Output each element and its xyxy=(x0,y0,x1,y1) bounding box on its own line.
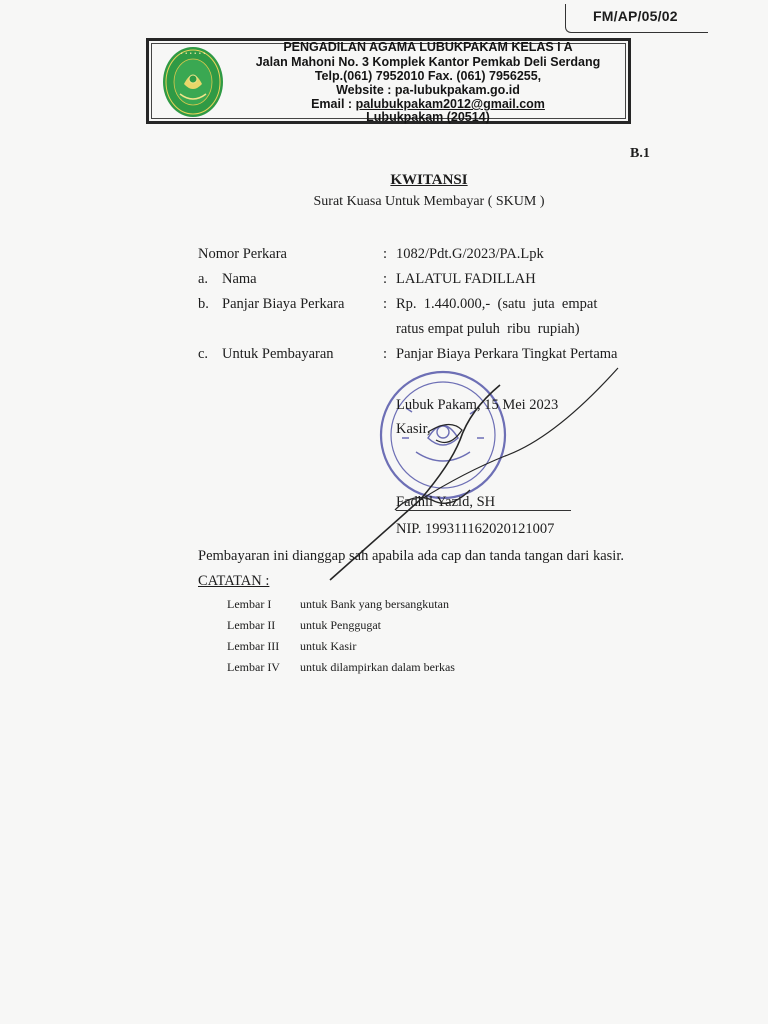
copy-sheet-label: Lembar IV xyxy=(227,660,280,674)
doc-code: B.1 xyxy=(630,146,650,161)
doc-subtitle: Surat Kuasa Untuk Membayar ( SKUM ) xyxy=(313,194,545,209)
svg-text:• • • • • •: • • • • • • xyxy=(180,51,206,57)
catatan-title: CATATAN : xyxy=(198,573,270,589)
field-prefix-a: a. xyxy=(198,271,209,287)
field-label-payment-for: Untuk Pembayaran xyxy=(222,346,334,362)
field-colon: : xyxy=(383,246,388,262)
court-address: Jalan Mahoni No. 3 Komplek Kantor Pemkab Deli Serdang xyxy=(255,55,601,69)
field-prefix-b: b. xyxy=(198,296,209,312)
field-colon: : xyxy=(383,346,388,362)
field-colon: : xyxy=(383,271,388,287)
field-prefix-c: c. xyxy=(198,346,209,362)
field-value-advance-fee-line1: Rp. 1.440.000,- (satu juta empat xyxy=(396,296,598,312)
signature-role: Kasir, xyxy=(396,421,431,437)
court-email xyxy=(228,97,628,111)
field-label-case-number: Nomor Perkara xyxy=(198,246,287,262)
form-code: FM/AP/05/02 xyxy=(593,8,678,24)
doc-title: KWITANSI xyxy=(390,172,468,188)
copy-sheet-purpose: untuk Kasir xyxy=(300,639,357,653)
copy-sheet-purpose: untuk Penggugat xyxy=(300,618,381,632)
signature-name: Fadhil Yazid, SH xyxy=(396,494,496,510)
signature-nip: NIP. 199311162020121007 xyxy=(396,521,555,537)
signature-place-date: Lubuk Pakam, 15 Mei 2023 xyxy=(396,397,559,413)
copy-sheet-label: Lembar I xyxy=(227,597,272,611)
court-city-postal: Lubukpakam (20514) xyxy=(366,110,490,124)
court-phone-fax: Telp.(061) 7952010 Fax. (061) 7956255, xyxy=(314,69,542,83)
field-value-case-number: 1082/Pdt.G/2023/PA.Lpk xyxy=(396,246,544,262)
email-link[interactable]: palubukpakam2012@gmail.com xyxy=(355,97,545,111)
copy-sheet-purpose: untuk Bank yang bersangkutan xyxy=(300,597,449,611)
field-colon: : xyxy=(383,296,388,312)
court-website: Website : pa-lubukpakam.go.id xyxy=(336,83,520,97)
copy-sheet-label: Lembar III xyxy=(227,639,280,653)
email-label: Email : xyxy=(311,97,356,111)
field-value-payment-for: Panjar Biaya Perkara Tingkat Pertama xyxy=(396,346,618,362)
court-seal-icon xyxy=(160,44,226,120)
validity-note: Pembayaran ini dianggap sah apabila ada cap dan tanda tangan dari kasir. xyxy=(198,548,624,564)
field-value-name: LALATUL FADILLAH xyxy=(396,271,536,287)
field-value-advance-fee-line2: ratus empat puluh ribu rupiah) xyxy=(396,321,580,337)
field-label-advance-fee: Panjar Biaya Perkara xyxy=(222,296,345,312)
court-name: PENGADILAN AGAMA LUBUKPAKAM KELAS I A xyxy=(283,40,573,54)
copy-sheet-purpose: untuk dilampirkan dalam berkas xyxy=(300,660,455,674)
copy-sheet-label: Lembar II xyxy=(227,618,276,632)
field-label-name: Nama xyxy=(222,271,257,287)
